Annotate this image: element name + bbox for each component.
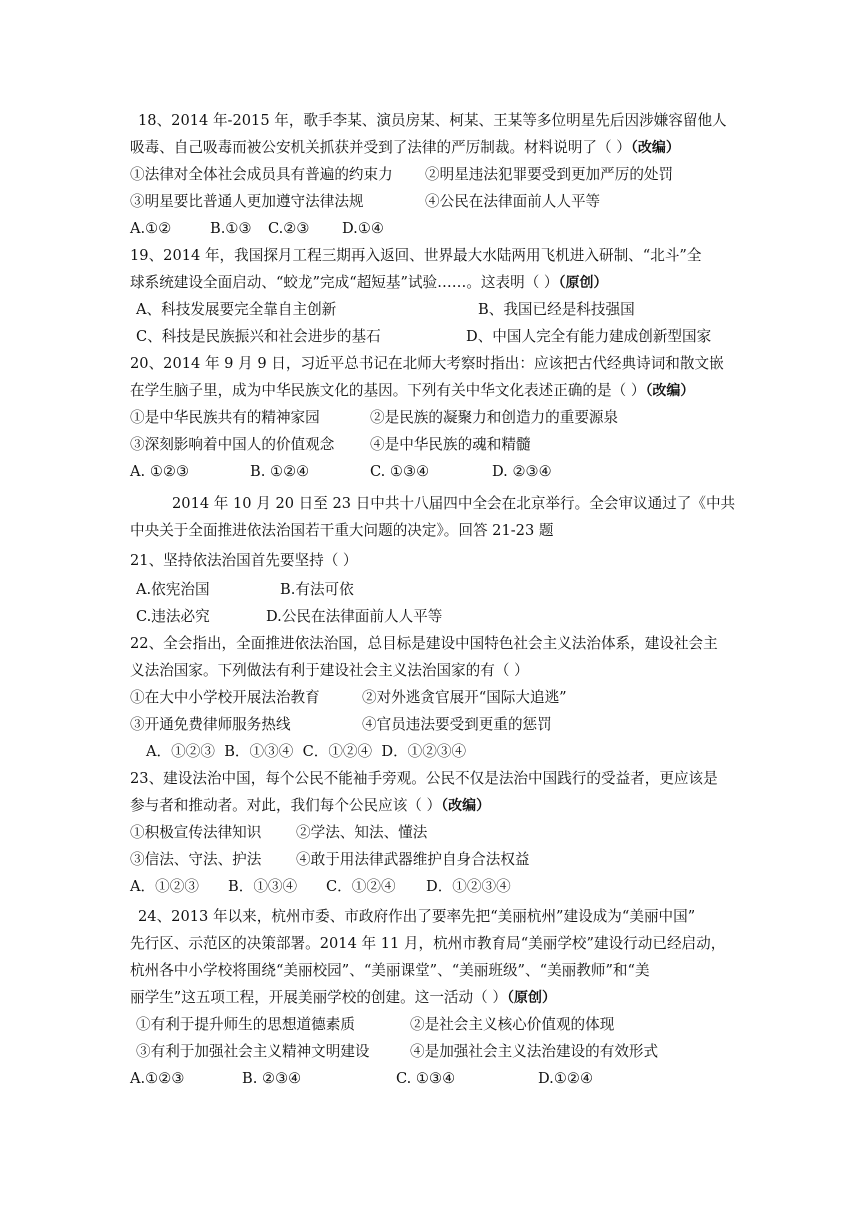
q22-stem-line-1: 22、全会指出，全面推进依法治国，总目标是建设中国特色社会主义法治体系，建设社会主 — [130, 635, 718, 652]
q20-option-c: C. ①③④ — [370, 463, 430, 480]
q21-option-c: C.违法必究 — [136, 608, 210, 625]
q20-stem-line-1: 20、2014 年 9 月 9 日，习近平总书记在北师大考察时指出：应该把古代经典诗词和散文嵌 — [130, 355, 724, 372]
q23-statement-2: ②学法、知法、懂法 — [296, 824, 428, 841]
q24-stem-line-3: 杭州各中小学校将围绕“美丽校园”、“美丽课堂”、“美丽班级”、“美丽教师”和“美 — [130, 962, 650, 979]
q24-stem-line-1: 24、2013 年以来，杭州市委、市政府作出了要率先把“美丽杭州”建设成为“美丽中国” — [138, 908, 696, 925]
q20-option-b: B. ①②④ — [250, 463, 310, 480]
q18-option-b: B.①③ — [210, 220, 252, 237]
q22-statement-1: ①在大中小学校开展法治教育 — [130, 689, 320, 706]
q18-statement-4: ④公民在法律面前人人平等 — [425, 193, 601, 210]
q24-statement-3: ③有利于加强社会主义精神文明建设 — [136, 1043, 370, 1060]
q18-source-tag: （改编） — [630, 140, 680, 156]
q19-option-a: A、科技发展要完全靠自主创新 — [136, 301, 337, 318]
q20-statement-4: ④是中华民族的魂和精髓 — [370, 436, 531, 453]
q21-option-d: D.公民在法律面前人人平等 — [266, 608, 443, 625]
q18-statement-2: ②明星违法犯罪要受到更加严厉的处罚 — [425, 166, 674, 183]
q22-statement-3: ③开通免费律师服务热线 — [130, 716, 291, 733]
q20-statement-3: ③深刻影响着中国人的价值观念 — [130, 436, 335, 453]
q19-stem-line-2: 球系统建设全面启动、“蛟龙”完成“超短基”试验……。这表明（ ）（原创） — [130, 274, 608, 291]
q20-option-a: A. ①②③ — [130, 463, 190, 480]
intro-line-1: 2014 年 10 月 20 日至 23 日中共十八届四中全会在北京举行。全会审议通过了《中共 — [172, 495, 736, 512]
q18-option-a: A.①② — [130, 220, 172, 237]
q24-statement-4: ④是加强社会主义法治建设的有效形式 — [410, 1043, 659, 1060]
q19-source-tag: （原创） — [558, 275, 608, 291]
q23-option-b: B．①③④ — [228, 878, 298, 895]
q18-stem-line-2: 吸毒、自己吸毒而被公安机关抓获并受到了法律的严厉制裁。材料说明了（ ）（改编） — [130, 139, 680, 156]
q18-stem-line-1: 18、2014 年-2015 年，歌手李某、演员房某、柯某、王某等多位明星先后因涉嫌容留他人 — [138, 112, 727, 129]
q24-statement-2: ②是社会主义核心价值观的体现 — [410, 1016, 615, 1033]
q19-option-c: C、科技是民族振兴和社会进步的基石 — [136, 328, 381, 345]
q23-option-d: D．①②③④ — [426, 878, 511, 895]
q18-option-c: C.②③ — [268, 220, 310, 237]
q19-stem-line-1: 19、2014 年，我国探月工程三期再入返回、世界最大水陆两用飞机进入研制、“北斗”全 — [130, 247, 702, 264]
q24-option-c: C. ①③④ — [396, 1070, 456, 1087]
q23-statement-4: ④敢于用法律武器维护自身合法权益 — [296, 851, 530, 868]
q24-option-d: D.①②④ — [538, 1070, 594, 1087]
q21-stem-line-1: 21、坚持依法治国首先要坚持（ ） — [130, 552, 358, 569]
q23-stem-line-2: 参与者和推动者。对此，我们每个公民应该（ ）（改编） — [130, 797, 491, 814]
q22-statement-4: ④官员违法要受到更重的惩罚 — [362, 716, 552, 733]
q22-options: A．①②③ B．①③④ C．①②④ D．①②③④ — [146, 743, 467, 760]
q20-stem-line-2: 在学生脑子里，成为中华民族文化的基因。下列有关中华文化表述正确的是（ ）（改编） — [130, 382, 695, 399]
q23-stem-line-1: 23、建设法治中国，每个公民不能袖手旁观。公民不仅是法治中国践行的受益者，更应该是 — [130, 770, 718, 787]
q19-option-b: B、我国已经是科技强国 — [478, 301, 635, 318]
q24-stem-line-4: 丽学生”这五项工程，开展美丽学校的创建。这一活动（ ）（原创） — [130, 989, 556, 1006]
q23-option-a: A．①②③ — [130, 878, 199, 895]
q21-option-a: A.依宪治国 — [136, 581, 210, 598]
q20-statement-1: ①是中华民族共有的精神家园 — [130, 409, 320, 426]
q23-statement-3: ③信法、守法、护法 — [130, 851, 262, 868]
q24-source-tag: （原创） — [506, 990, 556, 1006]
q18-statement-1: ①法律对全体社会成员具有普遍的约束力 — [130, 166, 393, 183]
q20-option-d: D. ②③④ — [492, 463, 552, 480]
q23-option-c: C．①②④ — [326, 878, 396, 895]
q23-statement-1: ①积极宣传法律知识 — [130, 824, 262, 841]
q24-statement-1: ①有利于提升师生的思想道德素质 — [136, 1016, 355, 1033]
q22-statement-2: ②对外逃贪官展开“国际大追逃” — [362, 689, 567, 706]
q21-option-b: B.有法可依 — [280, 581, 354, 598]
q23-source-tag: （改编） — [441, 798, 491, 814]
q24-option-a: A.①②③ — [130, 1070, 185, 1087]
q20-source-tag: （改编） — [645, 383, 695, 399]
intro-line-2: 中央关于全面推进依法治国若干重大问题的决定》。回答 21-23 题 — [130, 522, 554, 539]
q18-option-d: D.①④ — [342, 220, 384, 237]
q18-statement-3: ③明星要比普通人更加遵守法律法规 — [130, 193, 364, 210]
q22-stem-line-2: 义法治国家。下列做法有利于建设社会主义法治国家的有（ ） — [130, 662, 529, 679]
q20-statement-2: ②是民族的凝聚力和创造力的重要源泉 — [370, 409, 619, 426]
q19-option-d: D、中国人完全有能力建成创新型国家 — [466, 328, 712, 345]
q24-stem-line-2: 先行区、示范区的决策部署。2014 年 11 月，杭州市教育局“美丽学校”建设行动已经启动， — [130, 935, 726, 952]
q24-option-b: B. ②③④ — [242, 1070, 302, 1087]
